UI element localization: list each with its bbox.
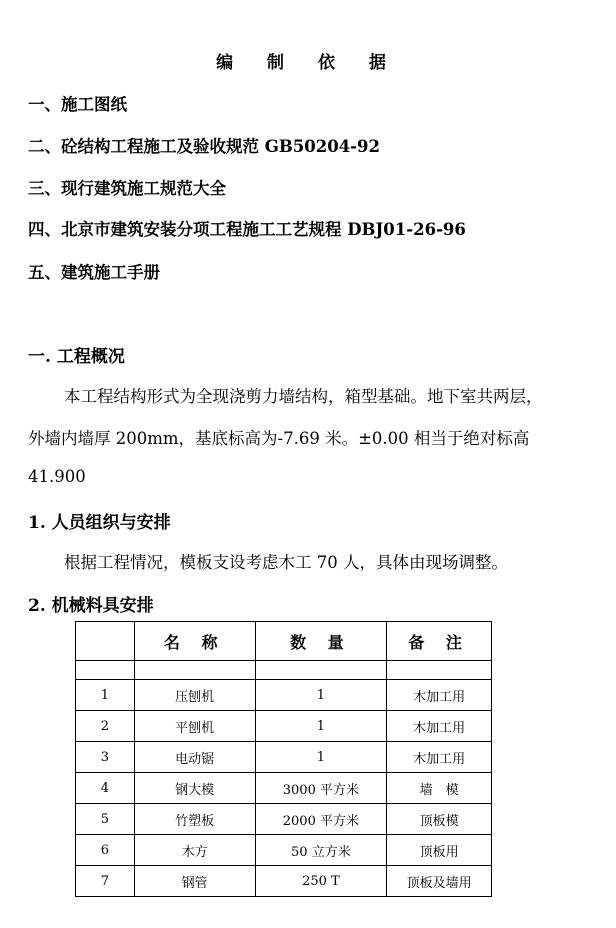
table-header-row: [76, 622, 492, 661]
table-row: [76, 742, 492, 773]
cell-index: 6: [76, 835, 135, 866]
cell-name: 压刨机: [134, 680, 255, 711]
cell-remark: 顶板及墙用: [387, 866, 492, 897]
overview-heading: 一. 工程概况: [28, 347, 125, 367]
overview-line-2: 外墙内墙厚 200mm，基底标高为-7.69 米。±0.00 相当于绝对标高: [28, 429, 530, 448]
basis-item-3: 三、现行建筑施工规范大全: [28, 179, 226, 198]
cell-name: 平刨机: [134, 711, 255, 742]
document-title: 编 制 依 据: [216, 53, 400, 73]
table-row: [76, 773, 492, 804]
table-row: [76, 680, 492, 711]
table-row: [76, 866, 492, 897]
header-index: [76, 622, 135, 661]
cell-remark: 木加工用: [387, 711, 492, 742]
cell-index: 3: [76, 742, 135, 773]
staff-text: 根据工程情况，模板支设考虑木工 70 人，具体由现场调整。: [64, 553, 508, 572]
table-row: [76, 711, 492, 742]
staff-heading: 1. 人员组织与安排: [28, 513, 171, 533]
machinery-heading: 2. 机械料具安排: [28, 596, 154, 616]
cell-quantity: 1: [255, 680, 387, 711]
cell-quantity: 50 立方米: [255, 835, 387, 866]
cell-index: 4: [76, 773, 135, 804]
table-row: [76, 804, 492, 835]
cell-quantity: 2000 平方米: [255, 804, 387, 835]
cell-index: 1: [76, 680, 135, 711]
cell-index: 5: [76, 804, 135, 835]
cell-quantity: 1: [255, 711, 387, 742]
cell-name: 木方: [134, 835, 255, 866]
cell-remark: 木加工用: [387, 742, 492, 773]
cell-name: 竹塑板: [134, 804, 255, 835]
table-spacer-row: [76, 661, 492, 680]
cell-remark: 墙 模: [387, 773, 492, 804]
basis-item-4: 四、北京市建筑安装分项工程施工工艺规程 DBJ01-26-96: [28, 220, 466, 239]
cell-name: 钢管: [134, 866, 255, 897]
overview-line-1: 本工程结构形式为全现浇剪力墙结构，箱型基础。地下室共两层，: [64, 387, 543, 406]
basis-item-2: 二、砼结构工程施工及验收规范 GB50204-92: [28, 137, 380, 156]
cell-quantity: 3000 平方米: [255, 773, 387, 804]
cell-remark: 顶板用: [387, 835, 492, 866]
cell-remark: 木加工用: [387, 680, 492, 711]
cell-name: 电动锯: [134, 742, 255, 773]
basis-item-5: 五、建筑施工手册: [28, 263, 160, 282]
header-name: 名 称: [134, 622, 255, 661]
machinery-table: [75, 621, 492, 897]
basis-item-1: 一、施工图纸: [28, 95, 127, 114]
header-remark: 备 注: [387, 622, 492, 661]
cell-index: 7: [76, 866, 135, 897]
cell-name: 钢大模: [134, 773, 255, 804]
cell-quantity: 1: [255, 742, 387, 773]
cell-index: 2: [76, 711, 135, 742]
cell-quantity: 250 T: [255, 866, 387, 897]
cell-remark: 顶板模: [387, 804, 492, 835]
table-row: [76, 835, 492, 866]
header-quantity: 数 量: [255, 622, 387, 661]
overview-line-3: 41.900: [28, 467, 86, 486]
